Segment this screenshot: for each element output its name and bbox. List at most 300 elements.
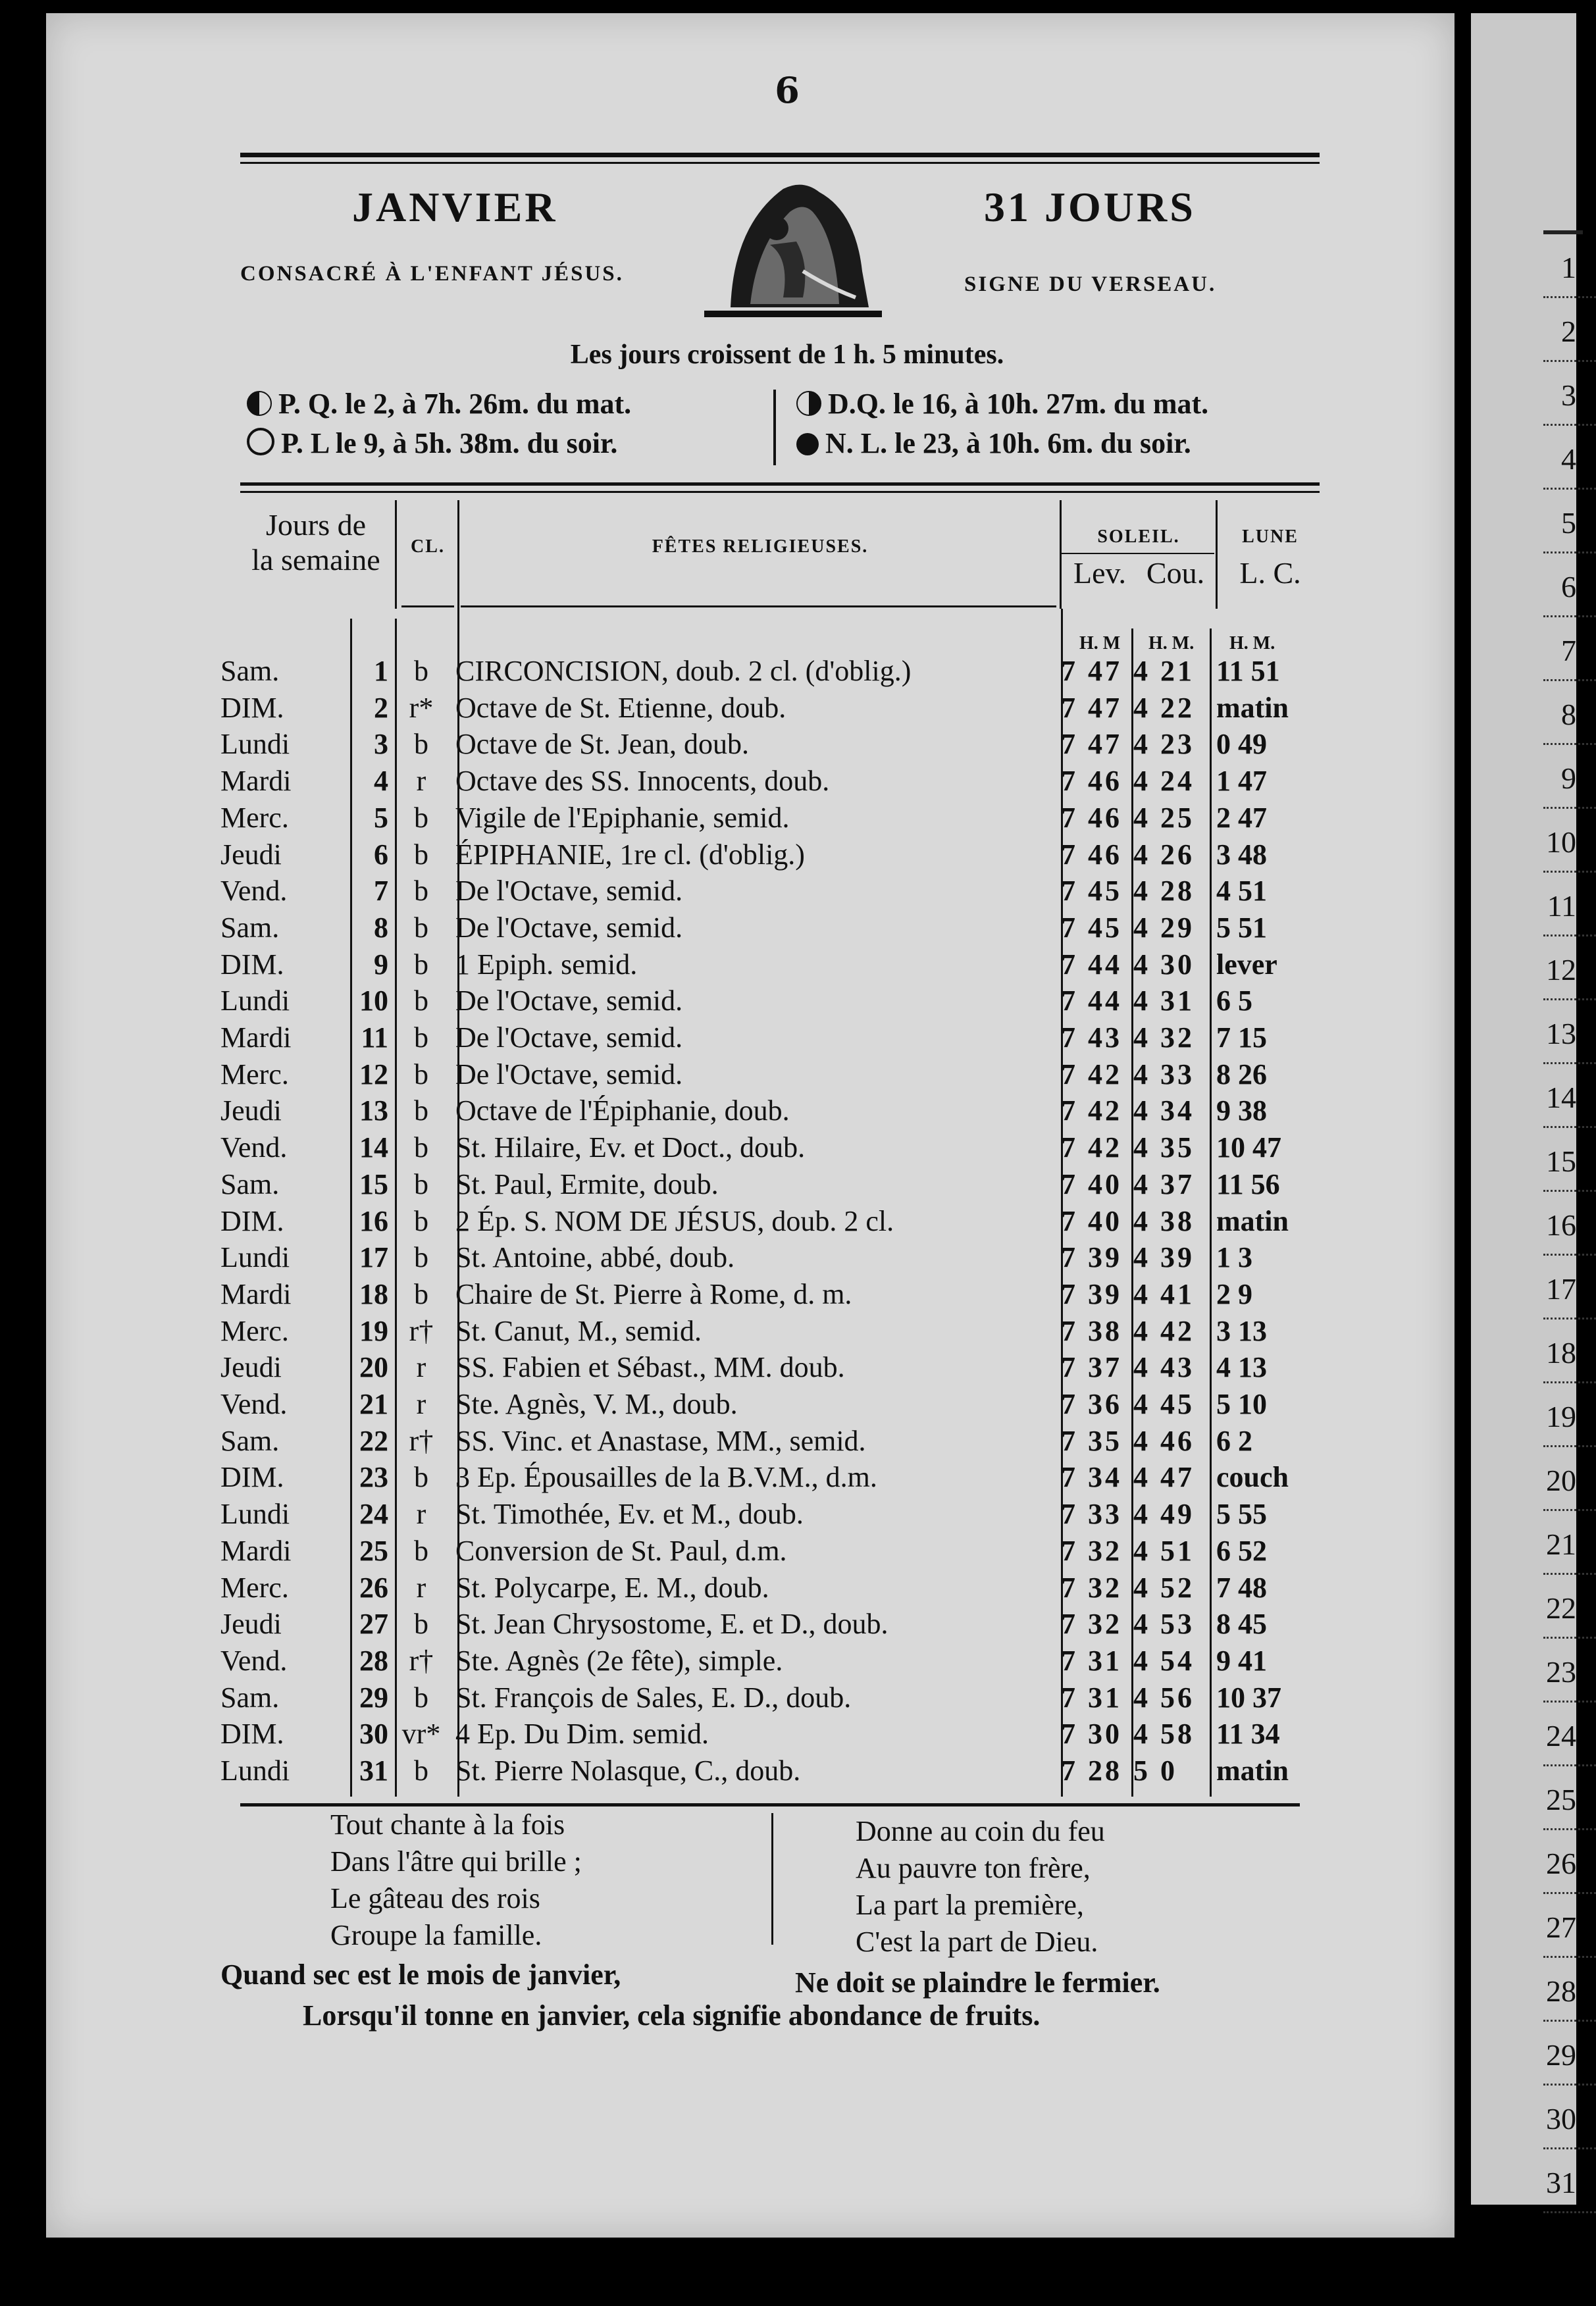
edge-day-number: 28 (1546, 1974, 1576, 2008)
edge-day-number: 20 (1546, 1464, 1576, 1497)
sunset: 4 41 (1133, 1277, 1195, 1310)
moon-phase-new (796, 426, 1191, 460)
day-name: Sam. (220, 1681, 280, 1714)
day-name: Jeudi (220, 1608, 282, 1641)
header-text: la semaine (251, 542, 380, 576)
sunrise: 7 32 (1061, 1571, 1122, 1604)
edge-day-number: 21 (1546, 1527, 1576, 1561)
day-number: 12 (359, 1058, 388, 1090)
table-row (0, 1386, 1574, 1423)
day-number: 23 (359, 1461, 388, 1494)
liturgical-class: b (414, 911, 428, 944)
moon-time: 8 45 (1216, 1608, 1267, 1641)
sunset: 4 53 (1133, 1608, 1195, 1641)
edge-day-number: 22 (1546, 1591, 1576, 1625)
day-name: Merc. (220, 1058, 289, 1090)
sunset: 4 21 (1133, 655, 1195, 687)
feast: ÉPIPHANIE, 1re cl. (d'oblig.) (455, 838, 805, 871)
edge-dotted-rule (1543, 1892, 1596, 1894)
sunset: 4 37 (1133, 1167, 1195, 1200)
sunset: 4 35 (1133, 1131, 1195, 1164)
table-row (0, 1349, 1574, 1386)
liturgical-class: r (416, 1388, 426, 1420)
liturgical-class: r† (409, 1644, 434, 1677)
days-count: 31 JOURS (984, 184, 1196, 230)
moon-time: 3 13 (1216, 1314, 1267, 1347)
edge-day-number: 2 (1561, 315, 1576, 348)
feast: Conversion de St. Paul, d.m. (455, 1534, 787, 1567)
feast: St. Antoine, abbé, doub. (455, 1241, 735, 1274)
day-name: Jeudi (220, 1351, 282, 1384)
edge-day-number: 24 (1546, 1719, 1576, 1753)
poem-divider (771, 1813, 773, 1945)
col-header-cl: CL. (411, 536, 445, 557)
top-rule (240, 153, 1320, 157)
sunrise: 7 31 (1061, 1644, 1122, 1677)
sunset: 4 56 (1133, 1681, 1195, 1714)
table-row (0, 910, 1574, 946)
top-rule-thin (240, 162, 1320, 164)
liturgical-class: b (414, 1608, 428, 1641)
fetes-underline (461, 605, 1056, 607)
sunset: 4 24 (1133, 765, 1195, 798)
day-name: Sam. (220, 655, 280, 687)
moon-time: lever (1216, 948, 1277, 981)
day-number: 2 (374, 691, 388, 724)
edge-dotted-rule (1543, 1956, 1596, 1958)
day-number: 27 (359, 1608, 388, 1641)
day-number: 24 (359, 1498, 388, 1531)
moon-time: 11 51 (1216, 655, 1280, 687)
day-name: DIM. (220, 1204, 284, 1237)
edge-day-number: 14 (1546, 1081, 1576, 1114)
sunrise: 7 44 (1061, 948, 1122, 981)
moon-time: matin (1216, 691, 1289, 724)
sunrise: 7 37 (1061, 1351, 1122, 1384)
edge-day-number: 18 (1546, 1336, 1576, 1370)
moon-time: matin (1216, 1755, 1289, 1787)
moon-time: 4 13 (1216, 1351, 1267, 1384)
sunset: 4 39 (1133, 1241, 1195, 1274)
sunrise: 7 36 (1061, 1388, 1122, 1420)
liturgical-class: b (414, 1681, 428, 1714)
moon-time: 11 34 (1216, 1718, 1280, 1751)
sunrise: 7 45 (1061, 911, 1122, 944)
header-divider (395, 500, 397, 609)
feast: St. Hilaire, Ev. et Doct., doub. (455, 1131, 806, 1164)
day-number: 21 (359, 1388, 388, 1420)
units-row (0, 625, 1574, 652)
header-text: Jours de (265, 508, 367, 542)
day-name: Mardi (220, 1277, 292, 1310)
edge-day-number: 8 (1561, 698, 1576, 731)
poem-line: Groupe la famille. (330, 1919, 542, 1951)
feast: 3 Ep. Épousailles de la B.V.M., d.m. (455, 1461, 877, 1494)
day-number: 9 (374, 948, 388, 981)
sunrise: 7 42 (1061, 1094, 1122, 1127)
sunset: 4 51 (1133, 1534, 1195, 1567)
moon-time: 1 47 (1216, 765, 1267, 798)
edge-dotted-rule (1543, 551, 1596, 553)
sunset: 4 26 (1133, 838, 1195, 871)
sunrise: 7 47 (1061, 655, 1122, 687)
poem-line: La part la première, (856, 1889, 1084, 1921)
sunrise: 7 35 (1061, 1424, 1122, 1457)
sunrise: 7 46 (1061, 801, 1122, 834)
moon-time: 10 37 (1216, 1681, 1281, 1714)
sunrise: 7 34 (1061, 1461, 1122, 1494)
sunrise: 7 33 (1061, 1498, 1122, 1531)
edge-dotted-rule (1543, 2147, 1596, 2149)
sunrise: 7 32 (1061, 1534, 1122, 1567)
edge-day-number: 26 (1546, 1847, 1576, 1880)
liturgical-class: b (414, 1277, 428, 1310)
table-row (0, 983, 1574, 1019)
moon-time: 2 47 (1216, 801, 1267, 834)
feast: SS. Vinc. et Anastase, MM., semid. (455, 1424, 866, 1457)
col-header-cou: Cou. (1146, 556, 1205, 590)
phase-text: N. L. le 23, à 10h. 6m. du soir. (825, 427, 1191, 459)
sunrise: 7 42 (1061, 1058, 1122, 1090)
header-divider (1216, 500, 1218, 609)
day-name: Merc. (220, 1314, 289, 1347)
first-quarter-moon-icon (247, 391, 272, 416)
day-name: Lundi (220, 1755, 290, 1787)
day-number: 11 (361, 1021, 388, 1054)
table-row (0, 1533, 1574, 1570)
sunset: 4 52 (1133, 1571, 1195, 1604)
day-number: 17 (359, 1241, 388, 1274)
edge-day-number: 19 (1546, 1400, 1576, 1433)
moon-time: 8 26 (1216, 1058, 1267, 1090)
edge-day-number: 25 (1546, 1783, 1576, 1816)
day-name: DIM. (220, 1718, 284, 1751)
day-name: DIM. (220, 1461, 284, 1494)
moon-time: 9 38 (1216, 1094, 1267, 1127)
day-number: 1 (374, 655, 388, 687)
liturgical-class: r (416, 1498, 426, 1531)
sunset: 4 49 (1133, 1498, 1195, 1531)
day-name: DIM. (220, 691, 284, 724)
table-row (0, 873, 1574, 910)
liturgical-class: r (416, 1571, 426, 1604)
moon-time: 6 52 (1216, 1534, 1267, 1567)
feast: 1 Epiph. semid. (455, 948, 638, 981)
moon-time: 5 51 (1216, 911, 1267, 944)
sunrise: 7 43 (1061, 1021, 1122, 1054)
sunrise: 7 39 (1061, 1277, 1122, 1310)
edge-day-number: 30 (1546, 2102, 1576, 2136)
feast: De l'Octave, semid. (455, 985, 683, 1017)
sunset: 5 0 (1133, 1755, 1177, 1787)
day-number: 19 (359, 1314, 388, 1347)
moon-time: 11 56 (1216, 1167, 1280, 1200)
sunset: 4 34 (1133, 1094, 1195, 1127)
sunrise: 7 32 (1061, 1608, 1122, 1641)
table-row (0, 946, 1574, 983)
day-number: 5 (374, 801, 388, 834)
moon-time: 2 9 (1216, 1277, 1252, 1310)
sunset: 4 54 (1133, 1644, 1195, 1677)
table-row (0, 1203, 1574, 1240)
edge-dotted-rule (1543, 2084, 1596, 2086)
liturgical-class: vr* (401, 1718, 441, 1751)
unit-label: H. M. (1229, 633, 1275, 653)
day-number: 14 (359, 1131, 388, 1164)
liturgical-class: r† (409, 1314, 434, 1347)
aquarius-emblem-icon (704, 172, 882, 319)
day-name: Lundi (220, 1241, 290, 1274)
day-number: 16 (359, 1204, 388, 1237)
edge-day-number: 1 (1561, 251, 1576, 284)
moon-time: 5 55 (1216, 1498, 1267, 1531)
liturgical-class: b (414, 1094, 428, 1127)
liturgical-class: b (414, 655, 428, 687)
day-name: Sam. (220, 1167, 280, 1200)
col-header-lune: LUNE (1242, 526, 1299, 547)
table-row (0, 726, 1574, 763)
day-number: 25 (359, 1534, 388, 1567)
table-row (0, 1129, 1574, 1166)
feast: St. Canut, M., semid. (455, 1314, 702, 1347)
proverb-line2: Lorsqu'il tonne en janvier, cela signifie abondance de fruits. (303, 1999, 1041, 2032)
feast: Octave de St. Jean, doub. (455, 728, 749, 761)
table-row (0, 1679, 1574, 1716)
edge-day-number: 31 (1546, 2166, 1576, 2199)
last-quarter-moon-icon (796, 391, 821, 416)
day-number: 6 (374, 838, 388, 871)
edge-day-number: 9 (1561, 761, 1576, 795)
poem-line: Tout chante à la fois (330, 1808, 565, 1841)
sunset: 4 33 (1133, 1058, 1195, 1090)
proverb-line1-right: Ne doit se plaindre le fermier. (795, 1966, 1160, 1999)
edge-dotted-rule (1543, 615, 1596, 617)
day-number: 8 (374, 911, 388, 944)
day-number: 15 (359, 1167, 388, 1200)
table-row (0, 763, 1574, 800)
table-row (0, 1459, 1574, 1496)
table-row (0, 1643, 1574, 1679)
moon-phase-last-quarter (796, 387, 1208, 421)
table-row (0, 1570, 1574, 1606)
sunrise: 7 28 (1061, 1755, 1122, 1787)
moon-time: 6 5 (1216, 985, 1252, 1017)
day-number: 3 (374, 728, 388, 761)
table-top-rule-thin (240, 491, 1320, 493)
month-title: JANVIER (352, 184, 558, 230)
col-header-lev: Lev. (1073, 556, 1127, 590)
feast: St. François de Sales, E. D., doub. (455, 1681, 852, 1714)
moon-time: 0 49 (1216, 728, 1267, 761)
table-row (0, 1166, 1574, 1203)
table-row (0, 1239, 1574, 1276)
sunset: 4 23 (1133, 728, 1195, 761)
table-row (0, 1753, 1574, 1789)
liturgical-class: b (414, 1461, 428, 1494)
phase-text: P. Q. le 2, à 7h. 26m. du mat. (278, 388, 632, 420)
day-name: Vend. (220, 1131, 288, 1164)
sunset: 4 46 (1133, 1424, 1195, 1457)
moon-time: 9 41 (1216, 1644, 1267, 1677)
day-number: 22 (359, 1424, 388, 1457)
sunrise: 7 38 (1061, 1314, 1122, 1347)
daylight-note: Les jours croissent de 1 h. 5 minutes. (570, 340, 1004, 370)
liturgical-class: b (414, 948, 428, 981)
liturgical-class: b (414, 728, 428, 761)
poem-line: Donne au coin du feu (856, 1815, 1105, 1847)
poem-line: C'est la part de Dieu. (856, 1926, 1098, 1958)
header-divider (1060, 500, 1062, 609)
sunrise: 7 46 (1061, 838, 1122, 871)
phase-text: D.Q. le 16, à 10h. 27m. du mat. (828, 388, 1209, 420)
col-header-fetes: FÊTES RELIGIEUSES. (652, 536, 869, 557)
table-row (0, 690, 1574, 727)
edge-dotted-rule (1543, 2211, 1596, 2213)
table-row (0, 836, 1574, 873)
sunrise: 7 42 (1061, 1131, 1122, 1164)
edge-day-number: 6 (1561, 570, 1576, 603)
unit-label: H. M. (1148, 633, 1195, 653)
feast: St. Paul, Ermite, doub. (455, 1167, 719, 1200)
day-name: Lundi (220, 985, 290, 1017)
edge-day-number: 23 (1546, 1655, 1576, 1689)
sunset: 4 25 (1133, 801, 1195, 834)
dedication: CONSACRÉ À L'ENFANT JÉSUS. (240, 262, 624, 286)
moon-time: 5 10 (1216, 1388, 1267, 1420)
feast: Vigile de l'Epiphanie, semid. (455, 801, 790, 834)
day-number: 31 (359, 1755, 388, 1787)
feast: Ste. Agnès (2e fête), simple. (455, 1644, 783, 1677)
liturgical-class: r† (409, 1424, 434, 1457)
header-divider (457, 500, 459, 609)
poem-line: Au pauvre ton frère, (856, 1852, 1091, 1884)
day-name: DIM. (220, 948, 284, 981)
next-page-rule (1543, 230, 1583, 234)
soleil-underline (1061, 553, 1214, 554)
zodiac-sign: SIGNE DU VERSEAU. (964, 272, 1217, 296)
sunset: 4 32 (1133, 1021, 1195, 1054)
feast: Octave de l'Épiphanie, doub. (455, 1094, 790, 1127)
poem-left (330, 1806, 582, 1954)
table-row (0, 1606, 1574, 1643)
edge-day-number: 3 (1561, 378, 1576, 412)
table-row (0, 653, 1574, 690)
day-number: 29 (359, 1681, 388, 1714)
edge-day-number: 16 (1546, 1208, 1576, 1242)
day-number: 26 (359, 1571, 388, 1604)
feast: De l'Octave, semid. (455, 1058, 683, 1090)
moon-time: 10 47 (1216, 1131, 1281, 1164)
day-name: Merc. (220, 801, 289, 834)
sunrise: 7 46 (1061, 765, 1122, 798)
edge-day-number: 17 (1546, 1272, 1576, 1306)
col-header-days (234, 508, 398, 578)
liturgical-class: b (414, 1204, 428, 1237)
feast: 2 Ép. S. NOM DE JÉSUS, doub. 2 cl. (455, 1204, 894, 1237)
moon-time: matin (1216, 1204, 1289, 1237)
liturgical-class: b (414, 1021, 428, 1054)
day-number: 28 (359, 1644, 388, 1677)
day-number: 7 (374, 875, 388, 908)
table-row (0, 1019, 1574, 1056)
edge-day-number: 12 (1546, 953, 1576, 986)
sunrise: 7 45 (1061, 875, 1122, 908)
table-row (0, 1313, 1574, 1350)
sunset: 4 29 (1133, 911, 1195, 944)
day-number: 4 (374, 765, 388, 798)
feast: CIRCONCISION, doub. 2 cl. (d'oblig.) (455, 655, 912, 687)
poem-line: Le gâteau des rois (330, 1882, 540, 1914)
day-name: Sam. (220, 1424, 280, 1457)
liturgical-class: b (414, 1755, 428, 1787)
sunrise: 7 44 (1061, 985, 1122, 1017)
sunrise: 7 47 (1061, 728, 1122, 761)
sunset: 4 42 (1133, 1314, 1195, 1347)
liturgical-class: r (416, 1351, 426, 1384)
sunrise: 7 40 (1061, 1204, 1122, 1237)
liturgical-class: b (414, 1131, 428, 1164)
sunset: 4 28 (1133, 875, 1195, 908)
edge-day-number: 7 (1561, 634, 1576, 667)
day-name: Mardi (220, 765, 292, 798)
moon-time: 7 15 (1216, 1021, 1267, 1054)
feast: Chaire de St. Pierre à Rome, d. m. (455, 1277, 852, 1310)
edge-dotted-rule (1543, 488, 1596, 490)
liturgical-class: b (414, 1534, 428, 1567)
day-name: Vend. (220, 1388, 288, 1420)
col-header-lc: L. C. (1239, 556, 1301, 590)
table-top-rule (240, 482, 1320, 486)
feast: Ste. Agnès, V. M., doub. (455, 1388, 738, 1420)
edge-day-number: 27 (1546, 1910, 1576, 1944)
poem-line: Dans l'âtre qui brille ; (330, 1845, 582, 1878)
day-number: 13 (359, 1094, 388, 1127)
moon-time: 1 3 (1216, 1241, 1252, 1274)
edge-dotted-rule (1543, 1828, 1596, 1830)
table-row (0, 1716, 1574, 1753)
feast: 4 Ep. Du Dim. semid. (455, 1718, 709, 1751)
liturgical-class: b (414, 1241, 428, 1274)
page-number: 6 (775, 69, 800, 111)
liturgical-class: b (414, 838, 428, 871)
moon-time: couch (1216, 1461, 1289, 1494)
day-name: Mardi (220, 1021, 292, 1054)
moon-time: 7 48 (1216, 1571, 1267, 1604)
moon-phase-first-quarter (247, 387, 631, 421)
liturgical-class: b (414, 875, 428, 908)
edge-day-number: 11 (1547, 889, 1576, 923)
feast: St. Jean Chrysostome, E. et D., doub. (455, 1608, 888, 1641)
cl-underline (401, 605, 454, 607)
feast: St. Timothée, Ev. et M., doub. (455, 1498, 804, 1531)
day-name: Sam. (220, 911, 280, 944)
new-moon-icon (796, 433, 819, 455)
full-moon-icon (247, 428, 274, 455)
sunset: 4 45 (1133, 1388, 1195, 1420)
sunset: 4 30 (1133, 948, 1195, 981)
day-name: Merc. (220, 1571, 289, 1604)
sunrise: 7 39 (1061, 1241, 1122, 1274)
sunset: 4 38 (1133, 1204, 1195, 1237)
liturgical-class: b (414, 985, 428, 1017)
edge-day-number: 5 (1561, 506, 1576, 540)
sunrise: 7 47 (1061, 691, 1122, 724)
day-name: Vend. (220, 1644, 288, 1677)
feast: De l'Octave, semid. (455, 875, 683, 908)
feast: Octave de St. Etienne, doub. (455, 691, 786, 724)
day-number: 10 (359, 985, 388, 1017)
day-name: Vend. (220, 875, 288, 908)
